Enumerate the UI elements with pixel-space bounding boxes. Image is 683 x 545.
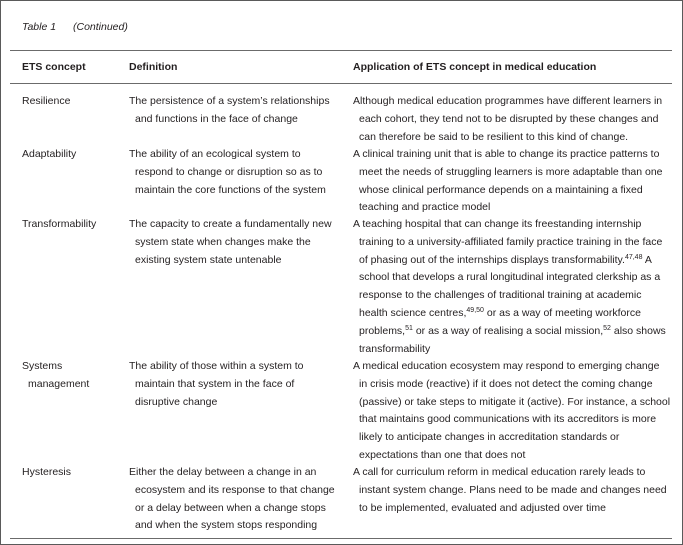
application-text: response to the challenges of traditional training at academic	[359, 289, 642, 302]
reference-superscript: 47,48	[624, 253, 643, 261]
application-line	[359, 449, 525, 461]
application-line	[359, 113, 658, 125]
table-caption	[22, 21, 128, 33]
application-text: of phasing out of the internships displays transformability.	[359, 253, 625, 266]
concept-cell: Adaptability	[22, 148, 77, 160]
application-text: problems,	[359, 324, 406, 337]
application-text: that maintains good communications with its accreditors is more	[359, 413, 657, 426]
application-text: or as a way of meeting workforce	[483, 307, 641, 319]
definition-line: disruptive change	[135, 395, 218, 408]
application-line	[359, 431, 619, 443]
application-text: Although medical education programmes have different learners in	[353, 95, 663, 107]
application-line	[359, 236, 662, 248]
reference-superscript: 52	[603, 324, 611, 332]
application-line	[353, 148, 659, 160]
application-line	[359, 254, 652, 266]
header-top-rule	[10, 50, 672, 51]
application-line	[359, 413, 656, 425]
definition-line: The ability of those within a system to	[129, 360, 304, 372]
definition-line: ecosystem and its response to that change	[135, 483, 335, 496]
application-text: school that develops a rural longitudinal integrated clerkship as a	[359, 271, 661, 284]
definition-line: maintain that system in the face of	[135, 377, 295, 390]
application-text: also shows	[610, 324, 666, 337]
header-application: Application of ETS concept in medical education	[353, 61, 597, 73]
application-line	[359, 307, 641, 319]
reference-superscript: 51	[405, 324, 413, 332]
header-definition: Definition	[129, 61, 178, 73]
definition-line: The capacity to create a fundamentally new	[129, 218, 332, 230]
application-line	[353, 218, 641, 230]
header-ets-concept: ETS concept	[22, 61, 86, 73]
concept-cell: Systems	[22, 360, 63, 372]
application-line	[359, 131, 628, 143]
application-text: health science centres,	[359, 307, 467, 319]
application-text: or as a way of realising a social mission,	[412, 324, 604, 337]
concept-cell: Hysteresis	[22, 466, 72, 478]
application-text: A clinical training unit that is able to change its practice patterns to	[353, 148, 660, 160]
application-line	[359, 166, 663, 178]
continued-note: (Continued)	[72, 21, 128, 33]
application-line	[359, 289, 642, 301]
application-text: meet the needs of struggling learners is more adaptable than one	[359, 165, 663, 178]
application-line	[359, 502, 606, 514]
application-line	[359, 325, 666, 337]
application-text: instant system change. Plans need to be made and changes need	[359, 483, 667, 496]
application-line	[353, 95, 662, 107]
concept-cell: Transformability	[22, 218, 97, 230]
definition-line: The ability of an ecological system to	[129, 148, 301, 160]
application-line	[359, 184, 643, 196]
application-line	[359, 484, 667, 496]
application-text: training to a university-affiliated family practice training in the face	[359, 235, 663, 248]
definition-line: respond to change or disruption so as to	[135, 165, 323, 178]
application-text: A	[642, 253, 652, 266]
application-text: likely to anticipate changes in accreditation standards or	[359, 431, 620, 444]
application-text: in crisis mode (reactive) if it does not detect the coming change	[359, 377, 653, 390]
application-line	[359, 343, 430, 355]
application-text: (passive) or take steps to mitigate it (active). For instance, a school	[359, 395, 671, 408]
concept-cell: Resilience	[22, 95, 71, 107]
definition-line: or a delay between when a change stops	[135, 501, 326, 514]
application-line	[353, 360, 659, 372]
application-line	[359, 396, 670, 408]
application-line	[359, 378, 653, 390]
header-bottom-rule	[10, 83, 672, 84]
definition-line: existing system state untenable	[135, 253, 282, 266]
table-number: Table 1	[22, 21, 57, 33]
application-text: transformability	[359, 342, 431, 355]
application-line	[359, 271, 660, 283]
definition-line: maintain the core functions of the system	[135, 183, 326, 196]
application-text: teaching and practice model	[359, 201, 491, 214]
application-text: to be implemented, evaluated and adjusted over time	[359, 501, 606, 514]
definition-line: and functions in the face of change	[135, 112, 298, 125]
definition-line: The persistence of a system’s relationships	[129, 95, 330, 107]
application-text: can therefore be said to be resilient to this kind of change.	[359, 130, 629, 143]
application-line	[353, 466, 645, 478]
definition-line: system state when changes make the	[135, 235, 311, 248]
definition-line: and when the system stops responding	[135, 519, 318, 532]
application-text: A teaching hospital that can change its freestanding internship	[353, 218, 642, 230]
application-text: A medical education ecosystem may respond to emerging change	[353, 360, 660, 372]
concept-cell: management	[28, 377, 90, 390]
application-text: each cohort, they tend not to be disrupted by these changes and	[359, 112, 659, 125]
reference-superscript: 49,50	[466, 307, 484, 314]
application-text: whose clinical performance depends on a maintaining a fixed	[359, 183, 643, 196]
application-text: expectations than one that does not	[359, 449, 526, 461]
definition-line: Either the delay between a change in an	[129, 466, 317, 478]
table-bottom-rule	[10, 538, 672, 539]
application-text: A call for curriculum reform in medical education rarely leads to	[353, 466, 646, 478]
application-line	[359, 201, 490, 213]
